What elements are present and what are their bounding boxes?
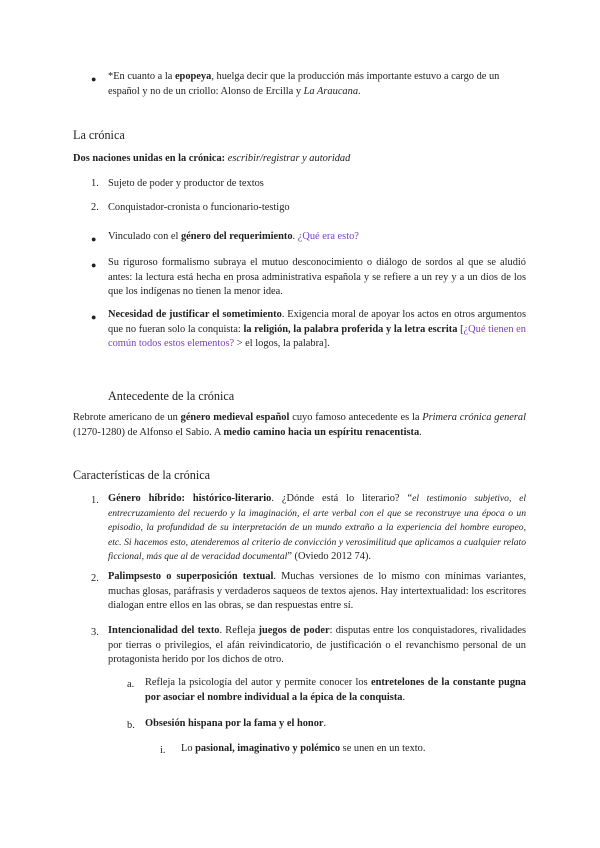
text: . Refleja bbox=[219, 625, 259, 636]
bullet-icon: ● bbox=[91, 74, 97, 84]
emphasis: la religión, la palabra proferida y la letra escrita bbox=[243, 323, 458, 335]
list-marker: 1. bbox=[91, 495, 99, 506]
text: . Muchas versiones de lo mismo con mínimas variantes, muchas glosas, paráfrasis y verdaderos saqueos de textos ajenos. Hay intertextualidad: los escritores dialogan entre ellos en las obras, se dan respuestas entre sí. bbox=[108, 571, 526, 612]
text: . Exigencia moral de apoyar los actos en otros argumentos que no fueran solo la conquista: bbox=[108, 309, 527, 335]
cronica-bullet-requerimiento bbox=[108, 230, 526, 245]
text: : disputas entre los conquistadores, rivalidades por tierras o privilegios, el afán reivindicatorio, de justificación o el revanchismo personal de un protagonista herido por los dichos de otro. bbox=[108, 625, 527, 666]
emphasis: medio camino hacia un espíritu renacentista bbox=[223, 426, 420, 438]
emphasis: pasional, imaginativo y polémico bbox=[195, 743, 341, 754]
text: > el logos, la palabra]. bbox=[234, 338, 330, 350]
text: , huelga decir que la producción más importante estuvo a cargo de un español y no de un criollo: Alonso de Ercilla y bbox=[108, 71, 500, 97]
caracteristica-palimpsesto bbox=[108, 570, 526, 614]
text: ” (Oviedo 2012 74). bbox=[287, 551, 371, 563]
list-marker: i. bbox=[160, 745, 166, 756]
text: . bbox=[402, 691, 406, 703]
work-title: La Araucana bbox=[303, 85, 359, 97]
work-title: Primera crónica general bbox=[422, 412, 527, 423]
text: *En cuanto a la bbox=[108, 71, 175, 82]
bullet-icon: ● bbox=[91, 260, 97, 270]
text: . bbox=[292, 231, 298, 242]
emphasis: género del requerimiento bbox=[180, 231, 293, 242]
emphasis: entretelones de la constante pugna por asociar el nombre individual a la épica de la conquista bbox=[145, 677, 526, 703]
text: cuyo famoso antecedente es la bbox=[289, 412, 423, 423]
bullet-icon: ● bbox=[91, 234, 97, 244]
text: Vinculado con el bbox=[108, 231, 181, 242]
cronica-bullet-formalismo: Su riguroso formalismo subraya el mutuo desconocimiento o diálogo de sordos al que se aludió antes: la lectura está hecha en prosa administrativa española y se refiere a un rey y a un dios de los que los indígenas no tienen la menor idea. bbox=[108, 257, 526, 298]
text: . bbox=[358, 85, 361, 97]
caracteristica-intencionalidad bbox=[108, 624, 526, 668]
list-item: Conquistador-cronista o funcionario-testigo bbox=[108, 202, 290, 213]
list-marker: a. bbox=[127, 679, 135, 690]
list-marker: 3. bbox=[91, 627, 99, 638]
emphasis: Género híbrido: histórico-literario bbox=[108, 493, 272, 504]
cronica-bullet-justificar bbox=[108, 308, 526, 352]
list-marker: b. bbox=[127, 720, 135, 731]
question-link[interactable]: ¿Qué tienen en común todos estos elementos? bbox=[108, 323, 526, 350]
list-item: Sujeto de poder y productor de textos bbox=[108, 178, 264, 189]
subitem-i bbox=[181, 742, 526, 757]
list-marker: 1. bbox=[91, 178, 99, 189]
emphasis: Palimpsesto o superposición textual bbox=[108, 571, 274, 582]
emphasis: Obsesión hispana por la fama y el honor bbox=[145, 718, 324, 729]
intro-paragraph bbox=[108, 70, 526, 99]
section-heading-caracteristicas: Características de la crónica bbox=[73, 468, 211, 482]
text: se unen en un texto. bbox=[340, 743, 426, 754]
list-marker: 2. bbox=[91, 202, 99, 213]
emphasis: Necesidad de justificar el sometimiento bbox=[108, 309, 282, 320]
text: Lo bbox=[181, 743, 196, 754]
caracteristica-hibrido bbox=[108, 492, 526, 565]
antecedente-paragraph bbox=[73, 411, 526, 440]
text: . bbox=[419, 426, 422, 438]
text: (1270-1280) de Alfonso el Sabio. A bbox=[73, 426, 224, 438]
emphasis: juegos de poder bbox=[258, 625, 330, 636]
list-marker: 2. bbox=[91, 573, 99, 584]
text: Rebrote americano de un bbox=[73, 412, 181, 423]
subitem-b bbox=[145, 717, 526, 732]
cronica-subtitle bbox=[73, 152, 526, 167]
emphasis: epopeya bbox=[174, 71, 212, 82]
subtitle-italic: escribir/registrar y autoridad bbox=[225, 153, 351, 164]
question-link[interactable]: ¿Qué era esto? bbox=[297, 231, 359, 242]
subtitle-bold: Dos naciones unidas en la crónica: bbox=[73, 153, 226, 164]
subitem-a bbox=[145, 676, 526, 705]
emphasis: género medieval español bbox=[180, 412, 290, 423]
section-heading-antecedente: Antecedente de la crónica bbox=[108, 389, 235, 403]
text: . bbox=[323, 718, 327, 729]
emphasis: Intencionalidad del texto bbox=[108, 625, 220, 636]
quote: el testimonio subjetivo, el entrecruzamiento del recuerdo y la imaginación, el arte verbal con el que se reconstruye una época o un episodio, la profundidad de su interpretación de un mundo extraño a la experiencia del hombre europeo, etc. Si hacemos esto, atenderemos al criterio de convicción y verosimilitud que aplicamos a cualquier relato ficcional, más que al de veracidad documental bbox=[108, 493, 526, 563]
bullet-icon: ● bbox=[91, 312, 97, 322]
text: [ bbox=[457, 323, 464, 335]
section-heading-cronica: La crónica bbox=[73, 128, 125, 142]
text: Refleja la psicología del autor y permite conocer los bbox=[145, 677, 371, 688]
text: . ¿Dónde está lo literario? “ bbox=[271, 493, 413, 504]
